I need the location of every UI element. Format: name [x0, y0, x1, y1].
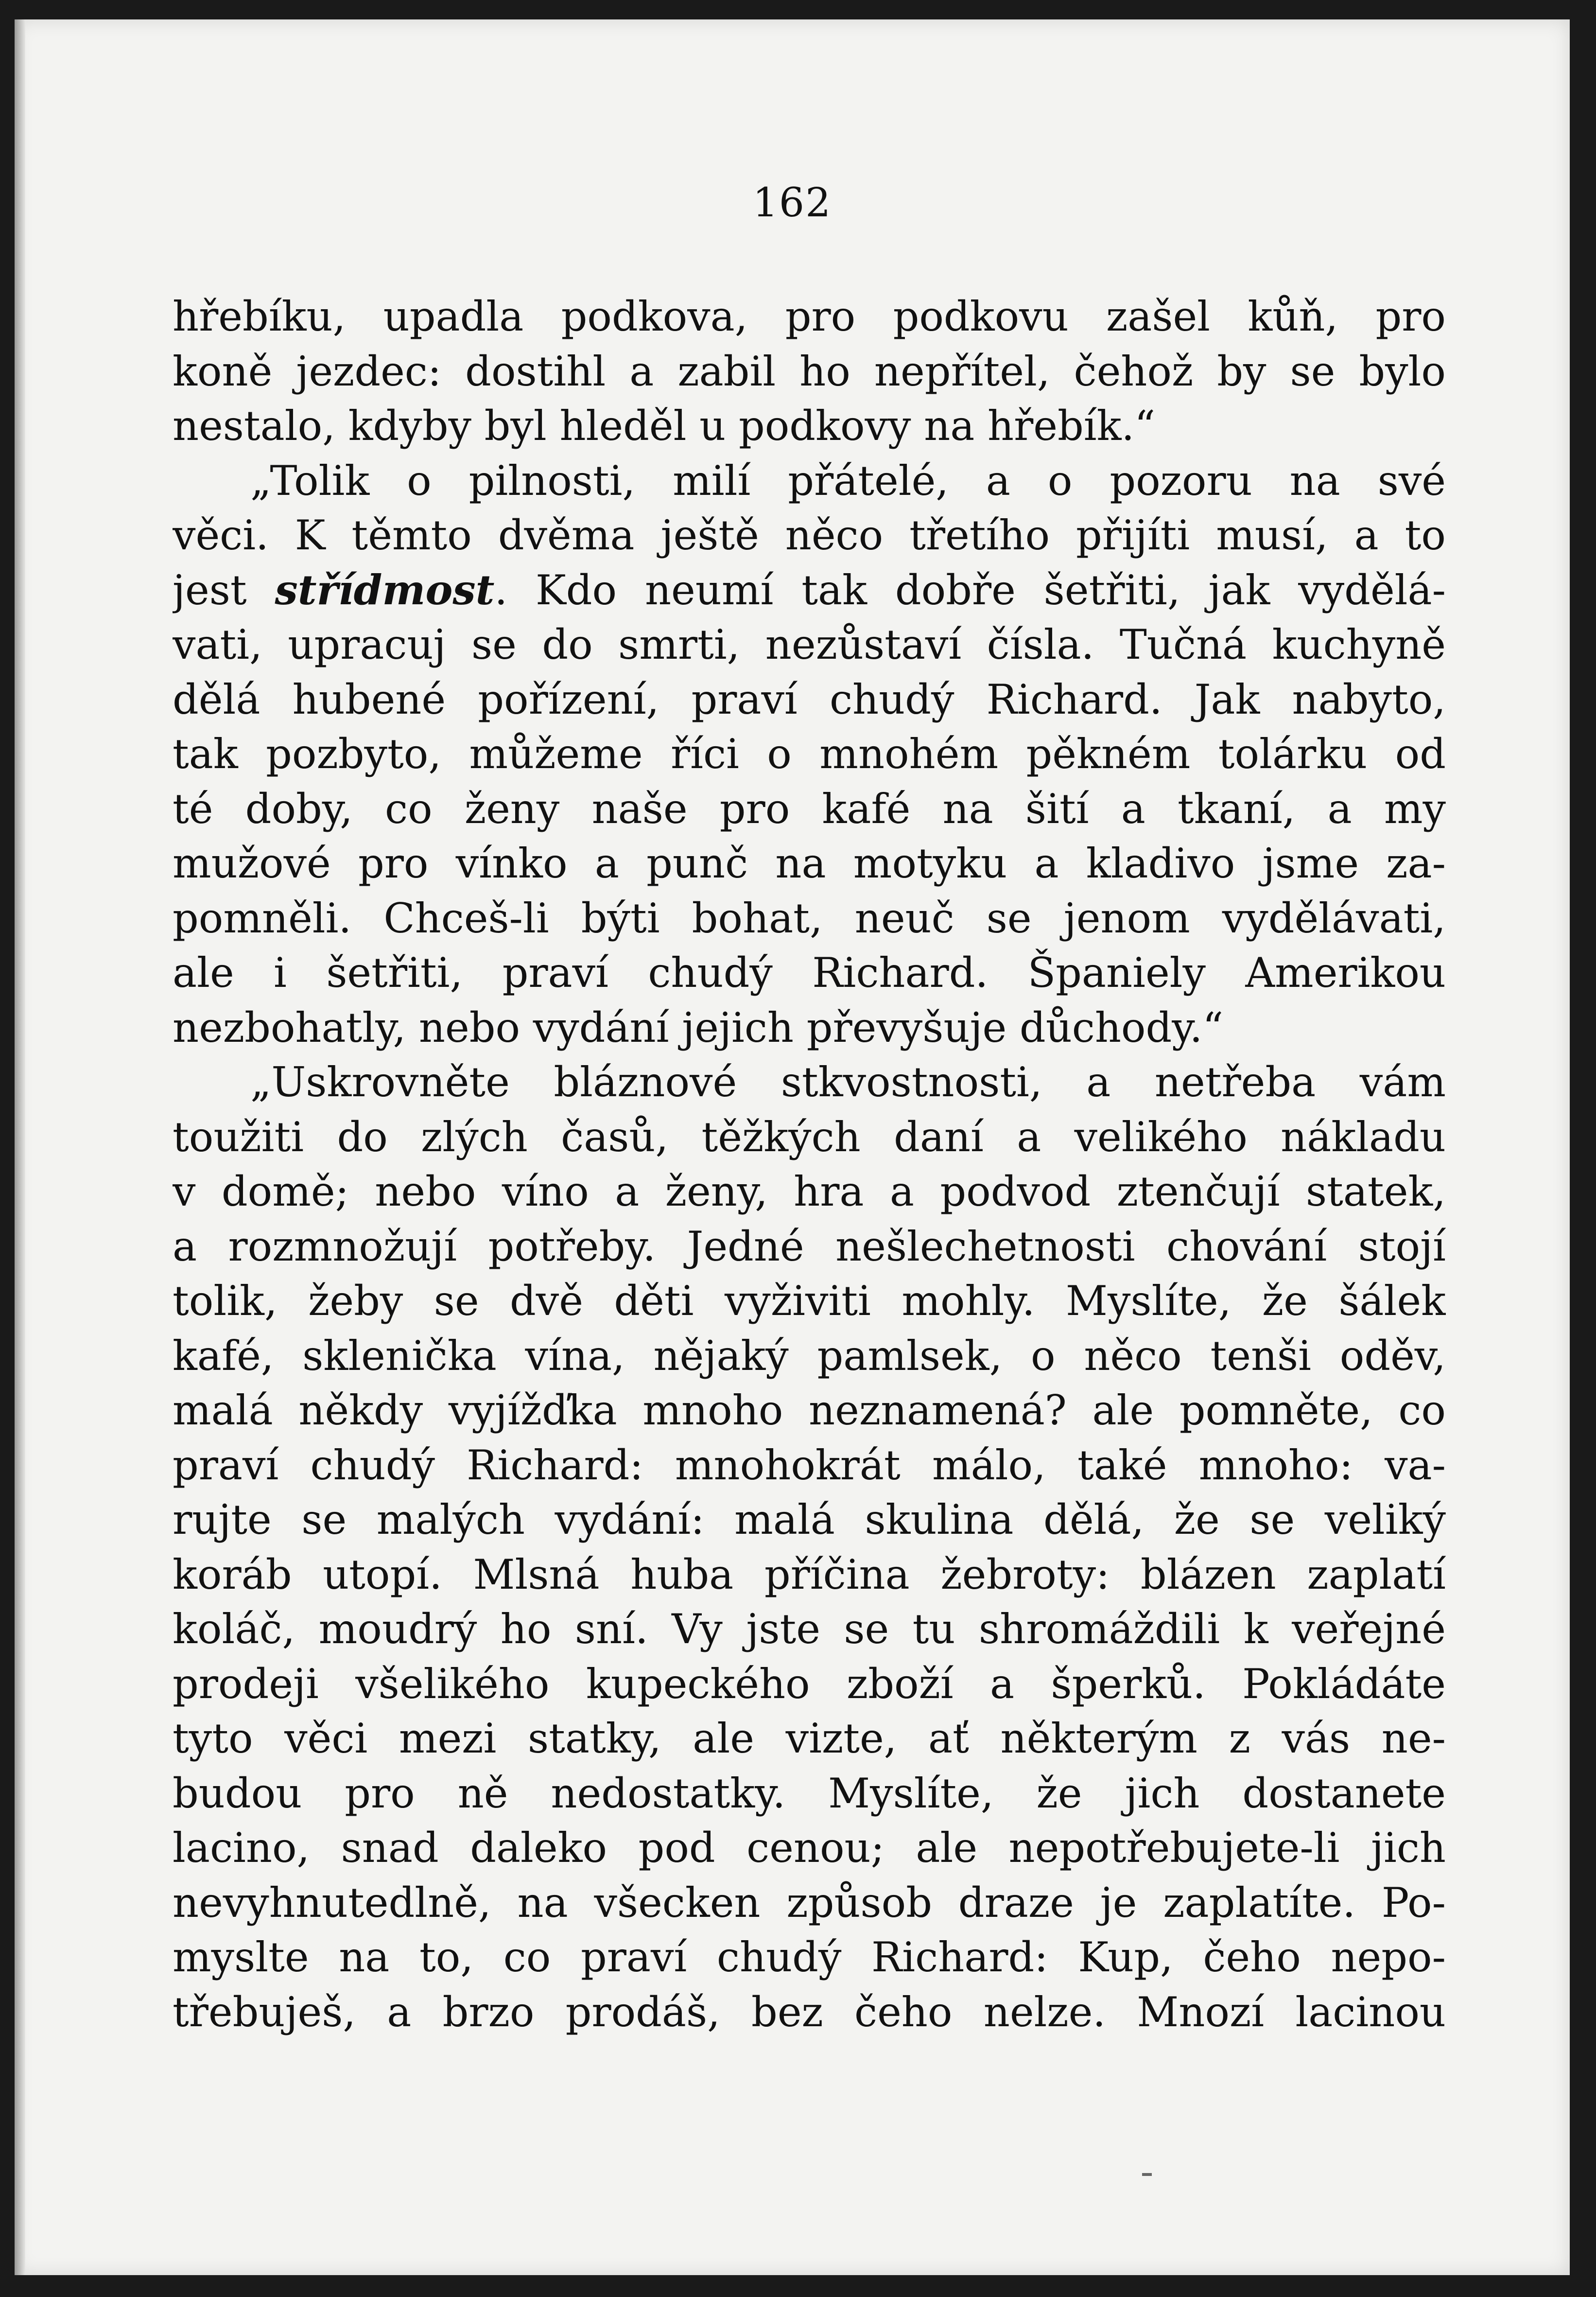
text-line: a rozmnožují potřeby. Jedné nešlechetnosti chování stojí	[173, 1222, 1446, 1270]
text-line: nezbohatly, nebo vydání jejich převyšuje důchody.“	[173, 1003, 1224, 1052]
text-line: dělá hubené pořízení, praví chudý Richard. Jak nabyto,	[173, 675, 1446, 723]
text-line: lacino, snad daleko pod cenou; ale nepotřebujete-li jich	[173, 1824, 1446, 1872]
page-number: 162	[752, 180, 832, 226]
emphasized-word: střídmost	[275, 565, 495, 614]
text-line: té doby, co ženy naše pro kafé na šití a tkaní, a my	[173, 785, 1446, 833]
text-line: pomněli. Chceš-li býti bohat, neuč se jenom vydělávati,	[173, 894, 1446, 942]
page-binding-edge	[15, 19, 25, 2275]
text-line: toužiti do zlých časů, těžkých daní a velikého nákladu	[173, 1113, 1446, 1161]
body-text	[173, 289, 1446, 2039]
text-line: koně jezdec: dostihl a zabil ho nepřítel, čehož by se bylo	[173, 347, 1446, 395]
text-line: ale i šetřiti, praví chudý Richard. Španiely Amerikou	[173, 949, 1446, 997]
text-line: věci. K těmto dvěma ještě něco třetího přijíti musí, a to	[173, 511, 1446, 559]
text-line: koláč, moudrý ho sní. Vy jste se tu shromáždili k veřejné	[173, 1605, 1446, 1653]
text-line: hřebíku, upadla podkova, pro podkovu zašel kůň, pro	[173, 293, 1446, 340]
text-line	[173, 563, 1446, 618]
text-line: myslte na to, co praví chudý Richard: Kup, čeho nepo-	[173, 1933, 1446, 1981]
text-line: tolik, žeby se dvě děti vyživiti mohly. Myslíte, že šálek	[173, 1277, 1446, 1325]
text-line-prefix: jest	[173, 566, 275, 614]
text-line: rujte se malých vydání: malá skulina dělá, že se veliký	[173, 1496, 1446, 1543]
text-line: koráb utopí. Mlsná huba příčina žebroty: blázen zaplatí	[173, 1550, 1446, 1598]
footer-mark	[1142, 2173, 1152, 2176]
text-line: „Uskrovněte bláznové stkvostnosti, a netřeba vám	[250, 1058, 1446, 1106]
text-line: nevyhnutedlně, na všecken způsob draze je zaplatíte. Po-	[173, 1878, 1446, 1927]
text-line: budou pro ně nedostatky. Myslíte, že jich dostanete	[173, 1769, 1446, 1817]
text-line: v domě; nebo víno a ženy, hra a podvod ztenčují statek,	[173, 1168, 1446, 1215]
text-line: mužové pro vínko a punč na motyku a kladivo jsme za-	[173, 840, 1446, 887]
text-line: praví chudý Richard: mnohokrát málo, také mnoho: va-	[173, 1441, 1446, 1489]
text-line: kafé, sklenička vína, nějaký pamlsek, o něco tenši oděv,	[173, 1332, 1446, 1380]
text-line: malá někdy vyjížďka mnoho neznamená? ale pomněte, co	[173, 1386, 1446, 1434]
text-line: třebuješ, a brzo prodáš, bez čeho nelze. Mnozí lacinou	[173, 1988, 1446, 2036]
text-line: nestalo, kdyby byl hleděl u podkovy na hřebík.“	[173, 402, 1156, 450]
text-line: tak pozbyto, můžeme říci o mnohém pěkném tolárku od	[173, 730, 1446, 778]
book-page	[15, 19, 1570, 2275]
text-line: vati, upracuj se do smrti, nezůstaví čísla. Tučná kuchyně	[173, 621, 1446, 668]
text-line: tyto věci mezi statky, ale vizte, ať některým z vás ne-	[173, 1715, 1446, 1762]
text-line: „Tolik o pilnosti, milí přátelé, a o pozoru na své	[250, 456, 1446, 505]
text-line-rest: . Kdo neumí tak dobře šetřiti, jak vydělá-	[494, 566, 1446, 614]
text-line: prodeji všelikého kupeckého zboží a šperků. Pokládáte	[173, 1660, 1446, 1708]
